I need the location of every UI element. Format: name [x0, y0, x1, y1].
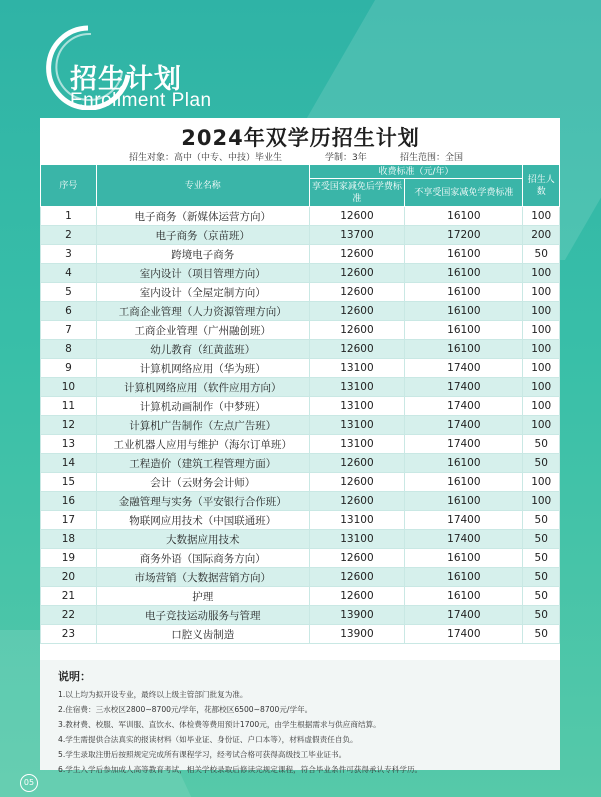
cell-fee1: 13100: [309, 511, 405, 530]
note-item: 3.教材费、校服、军训服、直饮水、体检费等费用预计1700元，由学生根据需求与供应商结算。: [58, 720, 381, 729]
cell-fee1: 13100: [309, 416, 405, 435]
cell-major: 电子商务（京苗班）: [96, 226, 309, 245]
cell-fee1: 13100: [309, 397, 405, 416]
notes-title: 说明：: [58, 670, 91, 683]
table-row: [41, 359, 560, 378]
table-row: [41, 454, 560, 473]
cell-count: 100: [523, 302, 560, 321]
cell-major: 护理: [96, 587, 309, 606]
cell-fee1: 12600: [309, 245, 405, 264]
header-major: 专业名称: [96, 165, 309, 207]
cell-fee1: 12600: [309, 264, 405, 283]
table-row: [41, 549, 560, 568]
cell-count: 50: [523, 530, 560, 549]
cell-idx: 22: [41, 606, 97, 625]
cell-count: 100: [523, 264, 560, 283]
cell-count: 50: [523, 245, 560, 264]
cell-fee1: 13100: [309, 530, 405, 549]
cell-fee2: 17400: [405, 606, 523, 625]
cell-count: 100: [523, 473, 560, 492]
note-item: 4.学生需提供合法真实的报读材料（如毕业证、身份证、户口本等），材料虚假责任自负。: [58, 735, 358, 744]
cell-idx: 2: [41, 226, 97, 245]
cell-fee1: 13100: [309, 378, 405, 397]
cell-idx: 7: [41, 321, 97, 340]
cell-major: 物联网应用技术（中国联通班）: [96, 511, 309, 530]
cell-major: 金融管理与实务（平安银行合作班）: [96, 492, 309, 511]
table-row: [41, 321, 560, 340]
header-fee2: 不享受国家减免学费标准: [405, 179, 523, 207]
cell-count: 100: [523, 416, 560, 435]
cell-fee1: 12600: [309, 568, 405, 587]
table-row: [41, 340, 560, 359]
cell-fee1: 13900: [309, 625, 405, 644]
cell-idx: 3: [41, 245, 97, 264]
meta-target: 招生对象：高中（中专、中技）毕业生: [129, 153, 283, 163]
table-row: [41, 302, 560, 321]
cell-major: 计算机动画制作（中梦班）: [96, 397, 309, 416]
cell-major: 工商企业管理（广州融创班）: [96, 321, 309, 340]
cell-count: 50: [523, 568, 560, 587]
cell-fee2: 17400: [405, 625, 523, 644]
cell-major: 计算机广告制作（左点广告班）: [96, 416, 309, 435]
cell-idx: 13: [41, 435, 97, 454]
table-row: [41, 606, 560, 625]
header-count: 招生人数: [523, 165, 560, 207]
cell-count: 100: [523, 207, 560, 226]
cell-fee2: 16100: [405, 568, 523, 587]
cell-fee2: 16100: [405, 587, 523, 606]
cell-fee2: 17200: [405, 226, 523, 245]
cell-count: 50: [523, 625, 560, 644]
table-row: [41, 492, 560, 511]
cell-count: 50: [523, 587, 560, 606]
note-item: 1.以上均为拟开设专业，最终以上级主管部门批复为准。: [58, 690, 248, 699]
cell-idx: 21: [41, 587, 97, 606]
cell-fee1: 12600: [309, 587, 405, 606]
cell-fee1: 12600: [309, 492, 405, 511]
notes-panel: [40, 660, 560, 774]
cell-fee1: 12600: [309, 473, 405, 492]
document-title: 2024年双学历招生计划: [181, 126, 420, 150]
cell-idx: 9: [41, 359, 97, 378]
cell-fee2: 17400: [405, 416, 523, 435]
cell-fee2: 16100: [405, 492, 523, 511]
cell-fee1: 13900: [309, 606, 405, 625]
cell-fee1: 12600: [309, 454, 405, 473]
cell-major: 工业机器人应用与维护（海尔订单班）: [96, 435, 309, 454]
cell-count: 100: [523, 359, 560, 378]
note-item: 2.住宿费：三水校区2800~8700元/学年，花都校区6500~8700元/学年。: [58, 705, 313, 714]
cell-fee2: 16100: [405, 321, 523, 340]
table-row: [41, 378, 560, 397]
cell-major: 幼儿教育（红黄蓝班）: [96, 340, 309, 359]
cell-idx: 4: [41, 264, 97, 283]
cell-major: 电子竞技运动服务与管理: [96, 606, 309, 625]
cell-major: 会计（云财务会计师）: [96, 473, 309, 492]
cell-count: 100: [523, 340, 560, 359]
enrollment-table: [40, 164, 560, 644]
cell-major: 工商企业管理（人力资源管理方向）: [96, 302, 309, 321]
cell-idx: 16: [41, 492, 97, 511]
cell-fee1: 12600: [309, 340, 405, 359]
cell-idx: 11: [41, 397, 97, 416]
header-fee-group: 收费标准（元/年）: [309, 165, 523, 179]
cell-idx: 19: [41, 549, 97, 568]
cell-fee1: 12600: [309, 302, 405, 321]
cell-idx: 17: [41, 511, 97, 530]
table-row: [41, 226, 560, 245]
cell-fee2: 16100: [405, 283, 523, 302]
table-row: [41, 568, 560, 587]
table-row: [41, 473, 560, 492]
cell-fee2: 16100: [405, 340, 523, 359]
cell-idx: 20: [41, 568, 97, 587]
cell-major: 工程造价（建筑工程管理方面）: [96, 454, 309, 473]
section-title: 招生计划: [70, 64, 182, 95]
cell-fee2: 17400: [405, 397, 523, 416]
cell-major: 跨境电子商务: [96, 245, 309, 264]
cell-major: 大数据应用技术: [96, 530, 309, 549]
note-item: 5.学生录取注册后按照规定完成所有课程学习，经考试合格可获得高级技工毕业证书。: [58, 750, 347, 759]
cell-idx: 23: [41, 625, 97, 644]
cell-count: 50: [523, 606, 560, 625]
cell-idx: 1: [41, 207, 97, 226]
table-row: [41, 530, 560, 549]
cell-major: 计算机网络应用（软件应用方向）: [96, 378, 309, 397]
cell-major: 商务外语（国际商务方向）: [96, 549, 309, 568]
cell-fee1: 13100: [309, 435, 405, 454]
table-row: [41, 416, 560, 435]
header-fee1: 享受国家减免后学费标准: [309, 179, 405, 207]
cell-count: 50: [523, 454, 560, 473]
cell-count: 100: [523, 492, 560, 511]
cell-fee1: 12600: [309, 549, 405, 568]
cell-fee2: 16100: [405, 473, 523, 492]
table-row: [41, 264, 560, 283]
cell-count: 100: [523, 321, 560, 340]
cell-fee2: 17400: [405, 359, 523, 378]
cell-idx: 12: [41, 416, 97, 435]
cell-count: 50: [523, 549, 560, 568]
cell-fee2: 17400: [405, 530, 523, 549]
cell-fee2: 16100: [405, 454, 523, 473]
table-row: [41, 435, 560, 454]
cell-idx: 15: [41, 473, 97, 492]
cell-major: 计算机网络应用（华为班）: [96, 359, 309, 378]
cell-fee2: 16100: [405, 264, 523, 283]
page-number: 05: [20, 774, 38, 792]
cell-fee2: 17400: [405, 435, 523, 454]
cell-count: 50: [523, 511, 560, 530]
cell-fee1: 12600: [309, 283, 405, 302]
meta-duration: 学制：3年: [325, 153, 367, 163]
cell-major: 口腔义齿制造: [96, 625, 309, 644]
cell-idx: 5: [41, 283, 97, 302]
cell-fee2: 16100: [405, 207, 523, 226]
cell-idx: 14: [41, 454, 97, 473]
table-row: [41, 283, 560, 302]
cell-count: 50: [523, 435, 560, 454]
cell-major: 室内设计（项目管理方向）: [96, 264, 309, 283]
cell-idx: 10: [41, 378, 97, 397]
cell-idx: 6: [41, 302, 97, 321]
cell-fee1: 12600: [309, 321, 405, 340]
cell-fee2: 16100: [405, 302, 523, 321]
cell-major: 市场营销（大数据营销方向）: [96, 568, 309, 587]
header-idx: 序号: [41, 165, 97, 207]
table-row: [41, 511, 560, 530]
meta-range: 招生范围：全国: [400, 153, 464, 163]
table-row: [41, 207, 560, 226]
note-item: 6.学生入学后参加成人高等教育考试，相关学校录取后修读完规定课程，符合毕业条件可获得承认专科学历。: [58, 765, 423, 774]
cell-fee2: 16100: [405, 549, 523, 568]
cell-fee1: 13100: [309, 359, 405, 378]
cell-count: 100: [523, 283, 560, 302]
cell-count: 100: [523, 378, 560, 397]
cell-fee1: 13700: [309, 226, 405, 245]
cell-major: 室内设计（全屋定制方向）: [96, 283, 309, 302]
table-row: [41, 625, 560, 644]
cell-count: 200: [523, 226, 560, 245]
cell-fee2: 17400: [405, 511, 523, 530]
cell-major: 电子商务（新媒体运营方向）: [96, 207, 309, 226]
cell-fee2: 17400: [405, 378, 523, 397]
table-row: [41, 587, 560, 606]
cell-idx: 8: [41, 340, 97, 359]
table-row: [41, 397, 560, 416]
cell-count: 100: [523, 397, 560, 416]
table-row: [41, 245, 560, 264]
cell-fee1: 12600: [309, 207, 405, 226]
cell-fee2: 16100: [405, 245, 523, 264]
section-subtitle: Enrollment Plan: [70, 90, 212, 111]
cell-idx: 18: [41, 530, 97, 549]
